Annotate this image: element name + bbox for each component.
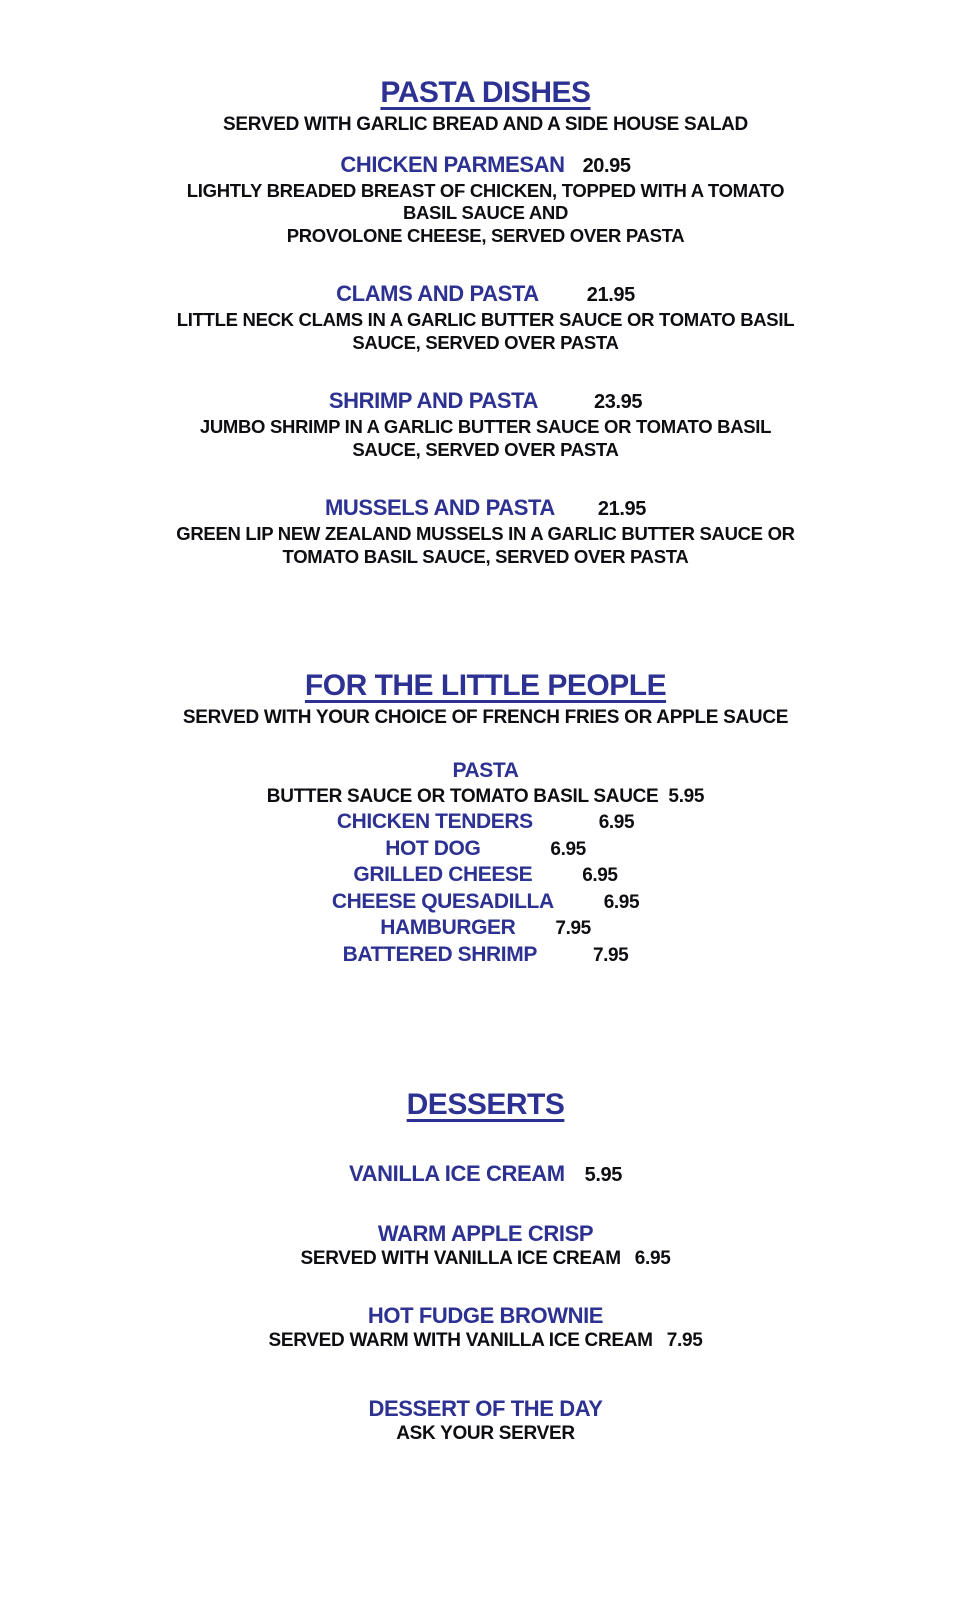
item-desc-line: BASIL SAUCE AND <box>402 202 569 224</box>
item-price: 21.95 <box>597 498 646 521</box>
section-little-people <box>0 671 971 968</box>
section-desserts <box>0 1090 971 1446</box>
menu-item-battered-shrimp <box>0 942 971 969</box>
item-name-line <box>0 1395 971 1422</box>
section-title: FOR THE LITTLE PEOPLE <box>304 669 667 703</box>
item-desc-line: SAUCE, SERVED OVER PASTA <box>352 438 619 460</box>
item-desc-line <box>0 1422 971 1446</box>
item-name: CHEESE QUESADILLA <box>331 889 554 913</box>
item-name: DESSERT OF THE DAY <box>368 1396 603 1422</box>
item-name: WARM APPLE CRISP <box>377 1221 594 1247</box>
section-subtitle: SERVED WITH YOUR CHOICE OF FRENCH FRIES OR APPLE SAUCE <box>182 707 789 729</box>
section-title-wrap <box>0 671 971 701</box>
item-name: CHICKEN PARMESAN <box>340 151 565 177</box>
item-price: 6.95 <box>598 812 635 834</box>
item-name: PASTA <box>452 759 519 783</box>
item-price: 7.95 <box>555 918 591 940</box>
item-name: GRILLED CHEESE <box>353 863 533 887</box>
item-price: 6.95 <box>582 865 618 887</box>
item-name: HAMBURGER <box>380 916 516 940</box>
menu-item-cheese-quesadilla <box>0 889 971 916</box>
item-desc: SERVED WARM WITH VANILLA ICE CREAM <box>268 1330 653 1352</box>
section-title: DESSERTS <box>406 1088 565 1122</box>
menu-item-dessert-of-the-day <box>0 1395 971 1446</box>
section-title-wrap <box>0 78 971 108</box>
section-pasta-dishes <box>0 78 971 568</box>
item-name-line <box>0 494 971 523</box>
item-desc: BUTTER SAUCE OR TOMATO BASIL SAUCE <box>266 785 659 807</box>
menu-item-hot-dog <box>0 836 971 863</box>
item-price: 6.95 <box>603 891 640 913</box>
item-name-line <box>0 1220 971 1247</box>
menu-item-grilled-cheese <box>0 862 971 889</box>
item-name: BATTERED SHRIMP <box>342 942 537 966</box>
item-desc-line: TOMATO BASIL SAUCE, SERVED OVER PASTA <box>282 545 689 567</box>
section-title: PASTA DISHES <box>380 76 591 109</box>
menu-item-hamburger <box>0 915 971 942</box>
item-desc-line <box>0 1329 971 1353</box>
item-price: 7.95 <box>666 1330 703 1352</box>
item-name-line <box>0 1160 971 1189</box>
item-name: HOT DOG <box>385 836 481 860</box>
item-name: CHICKEN TENDERS <box>336 810 533 834</box>
menu-item-shrimp-and-pasta <box>0 387 971 461</box>
menu-item-warm-apple-crisp <box>0 1220 971 1271</box>
menu-item-clams-and-pasta <box>0 280 971 354</box>
item-price: 6.95 <box>550 838 586 860</box>
menu-item-chicken-parmesan <box>0 151 971 248</box>
item-price: 6.95 <box>634 1248 671 1270</box>
item-desc: SERVED WITH VANILLA ICE CREAM <box>300 1248 621 1270</box>
section-title-wrap <box>0 1090 971 1120</box>
menu-item-vanilla-ice-cream <box>0 1160 971 1189</box>
item-desc-line: SAUCE, SERVED OVER PASTA <box>352 331 619 353</box>
item-price: 7.95 <box>592 944 629 966</box>
item-price: 20.95 <box>582 154 631 177</box>
item-desc-line: JUMBO SHRIMP IN A GARLIC BUTTER SAUCE OR TOMATO BASIL <box>199 416 772 438</box>
item-name-line <box>0 387 971 416</box>
menu-item-kids-pasta <box>0 758 971 784</box>
item-desc: ASK YOUR SERVER <box>396 1423 575 1445</box>
menu-item-mussels-and-pasta <box>0 494 971 568</box>
item-name: MUSSELS AND PASTA <box>325 495 555 521</box>
item-name-line <box>0 151 971 180</box>
item-name-line <box>0 280 971 309</box>
item-name: HOT FUDGE BROWNIE <box>367 1303 604 1329</box>
item-name: SHRIMP AND PASTA <box>328 388 539 414</box>
item-desc-line: LIGHTLY BREADED BREAST OF CHICKEN, TOPPED WITH A TOMATO <box>186 179 785 201</box>
item-name: CLAMS AND PASTA <box>336 281 539 307</box>
item-price: 5.95 <box>668 785 705 807</box>
item-desc-line <box>0 784 971 810</box>
item-price: 5.95 <box>584 1164 622 1187</box>
item-name-line <box>0 1302 971 1329</box>
item-name: VANILLA ICE CREAM <box>349 1161 565 1187</box>
section-subtitle: SERVED WITH GARLIC BREAD AND A SIDE HOUSE SALAD <box>223 114 748 135</box>
menu-item-chicken-tenders <box>0 809 971 836</box>
item-desc-line: GREEN LIP NEW ZEALAND MUSSELS IN A GARLIC BUTTER SAUCE OR <box>176 523 795 545</box>
item-desc-line <box>0 1247 971 1271</box>
menu-item-hot-fudge-brownie <box>0 1302 971 1353</box>
item-desc-line: LITTLE NECK CLAMS IN A GARLIC BUTTER SAUCE OR TOMATO BASIL <box>176 309 795 331</box>
item-price: 21.95 <box>586 284 635 307</box>
item-price: 23.95 <box>594 391 643 414</box>
item-desc-line: PROVOLONE CHEESE, SERVED OVER PASTA <box>286 224 685 246</box>
